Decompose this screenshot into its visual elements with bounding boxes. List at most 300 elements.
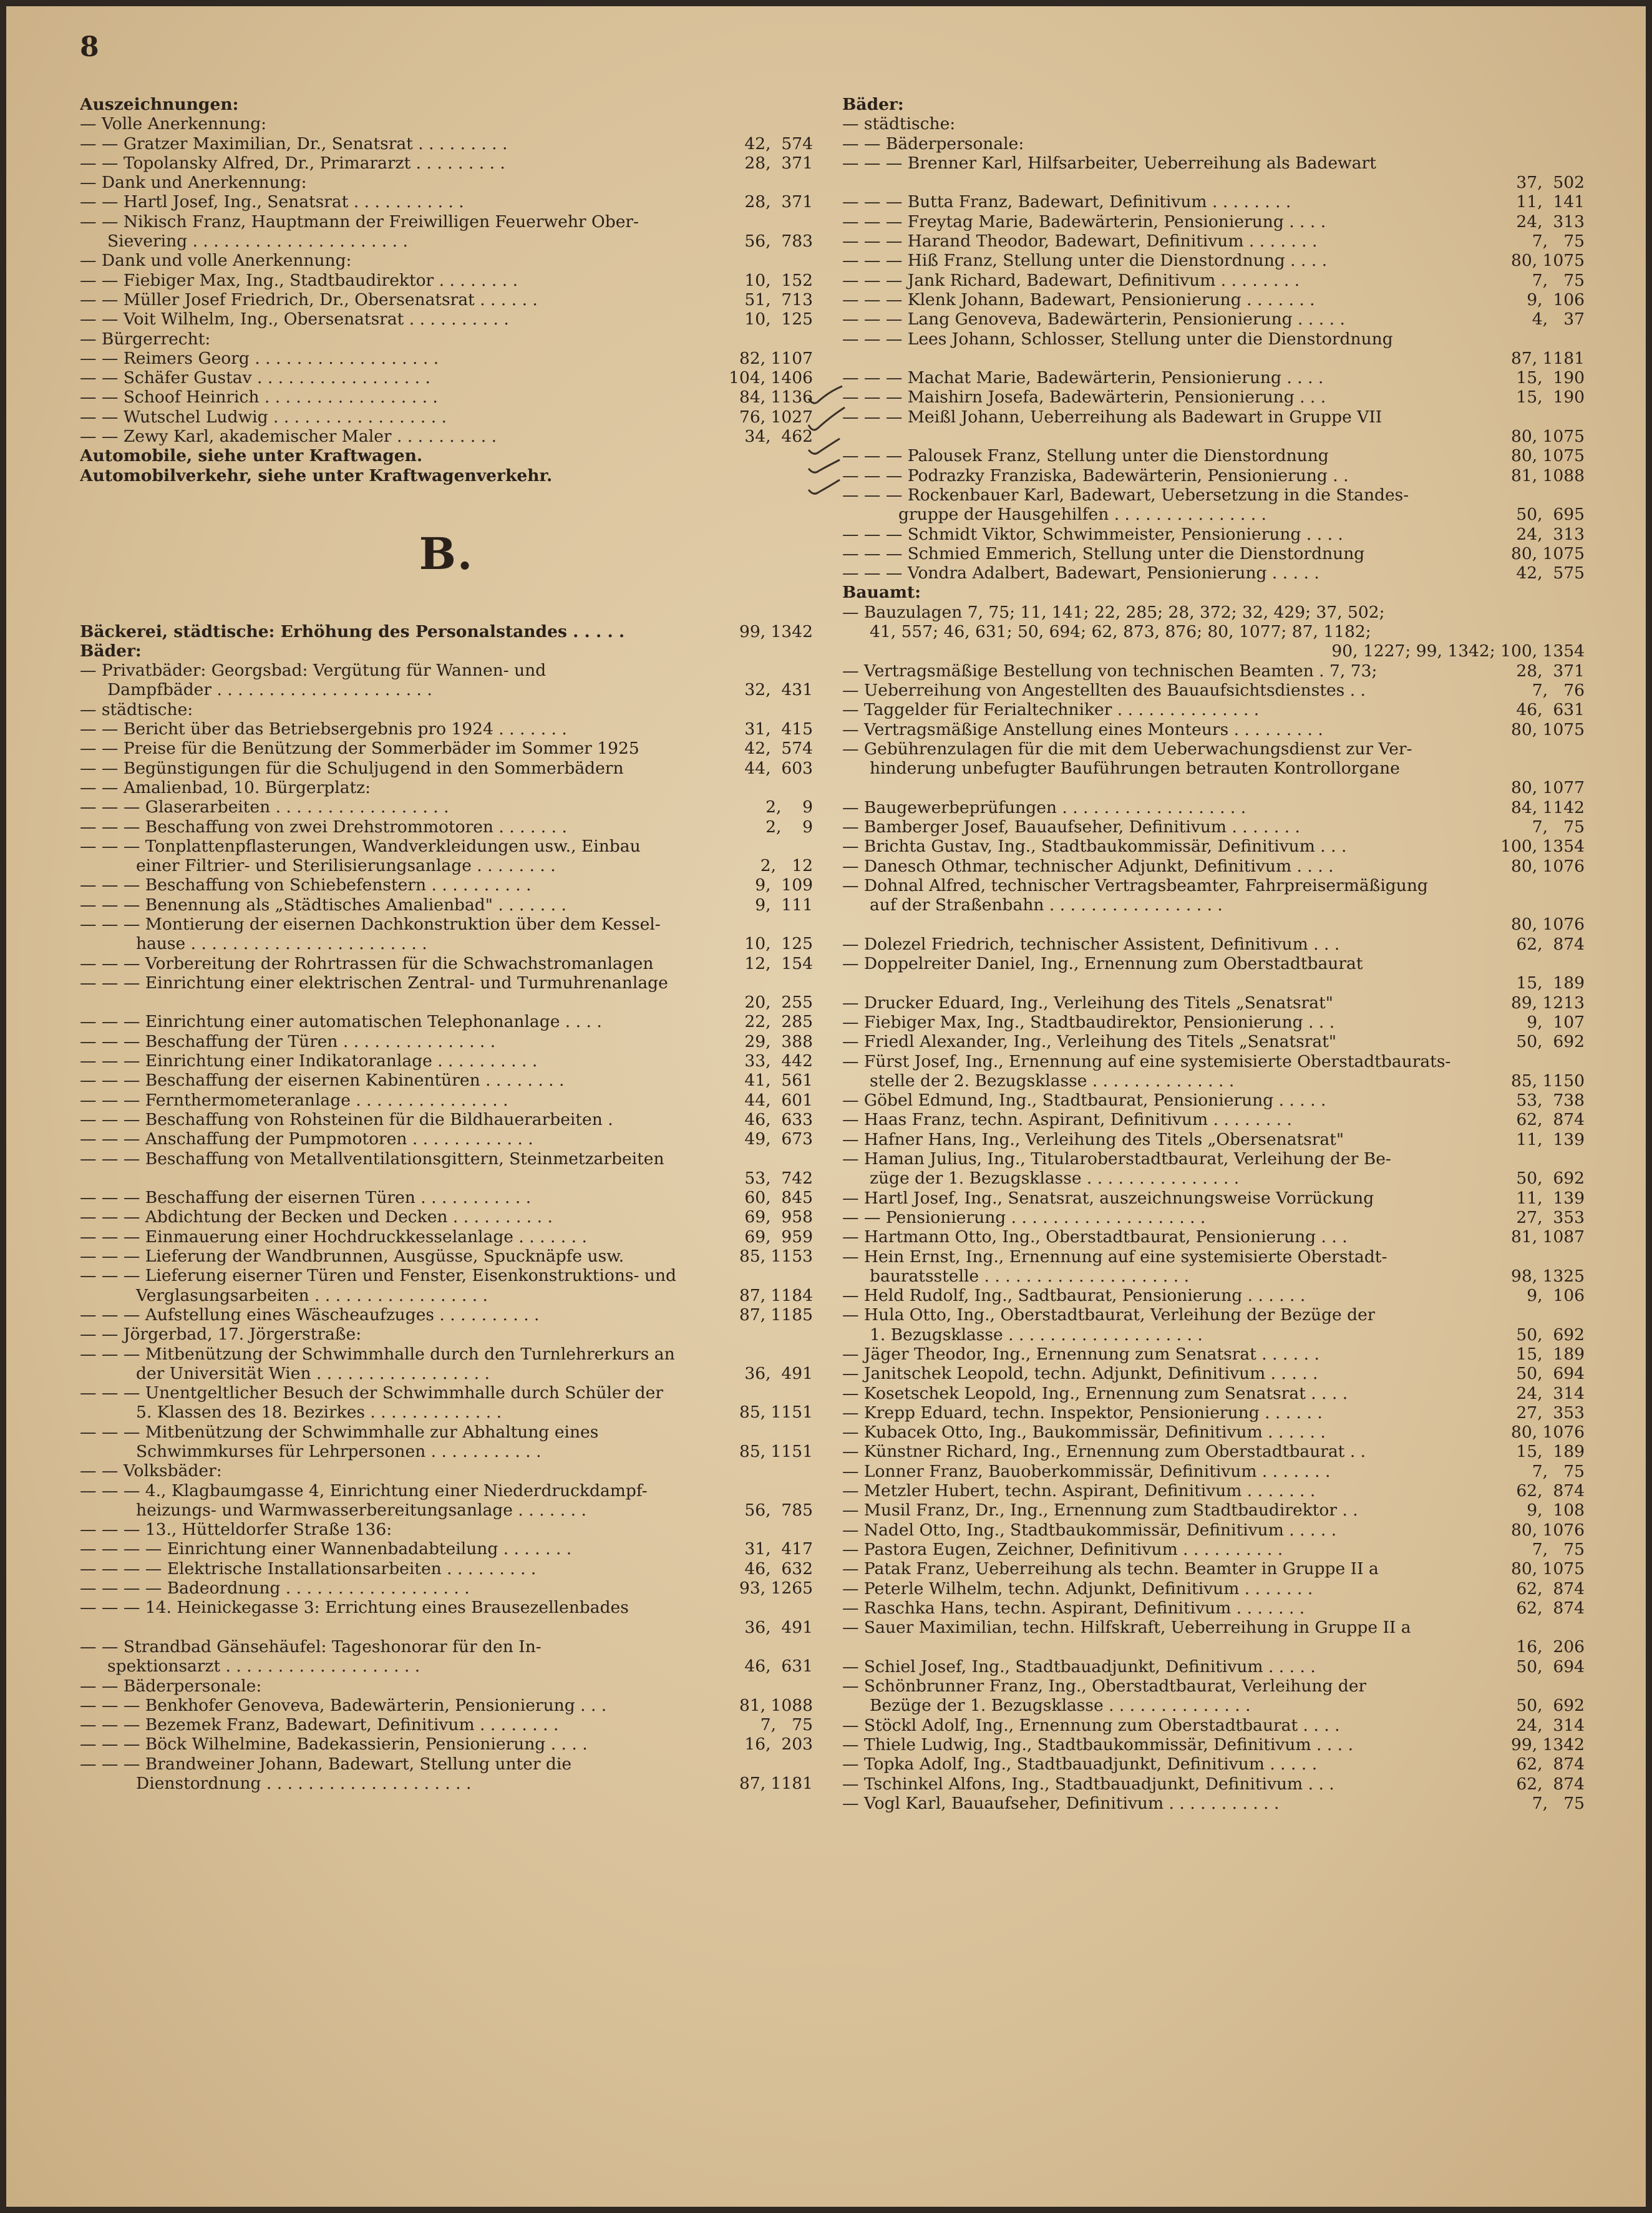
entry-reference: 10, 125 [744,934,813,954]
entry-text: — — Voit Wilhelm, Ing., Obersenatsrat . . . . . . . . . . [80,309,509,329]
entry-text: — Hula Otto, Ing., Oberstadtbaurat, Verleihung der Bezüge der [842,1305,1376,1325]
entry-reference: 7, 75 [1532,1539,1585,1559]
index-entry [80,251,813,270]
entry-text: — — — Mitbenützung der Schwimmhalle zur Abhaltung eines [80,1422,599,1442]
entry-text: — Brichta Gustav, Ing., Stadtbaukommissär, Definitivum . . . [842,837,1347,857]
entry-text: — — — Lang Genoveva, Badewärterin, Pensionierung . . . . . [842,309,1345,329]
entry-reference: 80, 1075 [1510,427,1585,447]
entry-reference: 7, 75 [1532,1461,1585,1481]
index-entry [842,1091,1585,1110]
entry-text: — Drucker Eduard, Ing., Verleihung des Titels „Senatsrat" [842,993,1333,1013]
entry-text: — Schiel Josef, Ing., Stadtbauadjunkt, Definitivum . . . . . [842,1656,1316,1676]
index-entry [80,1051,813,1071]
entry-reference: 15, 189 [1516,1442,1585,1462]
entry-text: — — — Einmauerung einer Hochdruckkesselanlage . . . . . . . [80,1227,587,1247]
index-entry [842,466,1585,485]
entry-reference: 28, 371 [744,192,813,212]
entry-text: Bäder: [842,95,904,114]
index-entry [80,1423,813,1442]
index-entry [80,1559,813,1578]
entry-reference: 9, 111 [755,895,813,915]
entry-reference: 9, 106 [1527,1286,1585,1306]
entry-text: — — — Benkhofer Genoveva, Badewärterin, Pensionierung . . . [80,1695,607,1715]
index-entry [80,1461,813,1481]
entry-reference: 80, 1075 [1510,251,1585,271]
index-entry [842,1169,1585,1188]
index-entry [842,1540,1585,1559]
entry-text: — Baugewerbeprüfungen . . . . . . . . . . . . . . . . . . [842,797,1246,817]
entry-reference: 60, 845 [744,1188,813,1208]
entry-text: — Thiele Ludwig, Ing., Stadtbaukommissär, Definitivum . . . . [842,1734,1353,1754]
entry-text: — — — Meißl Johann, Ueberreihung als Badewart in Gruppe VII [842,407,1382,427]
entry-text: — Held Rudolf, Ing., Sadtbaurat, Pensionierung . . . . . . [842,1286,1306,1306]
index-entry [842,720,1585,739]
entry-text: — Fürst Josef, Ing., Ernennung auf eine systemisierte Oberstadtbaurats- [842,1051,1451,1071]
left-column [80,95,813,1793]
entry-reference: 46, 633 [744,1109,813,1129]
entry-text: Schwimmkurses für Lehrpersonen . . . . . . . . . . . [136,1442,542,1461]
entry-text: Verglasungsarbeiten . . . . . . . . . . . . . . . . . [136,1285,488,1305]
index-entry [80,387,813,407]
index-entry [80,1012,813,1031]
entry-reference: 46, 631 [744,1656,813,1676]
entry-reference: 34, 462 [744,427,813,447]
entry-reference: 62, 874 [1516,1774,1585,1794]
entry-text: — Göbel Edmund, Ing., Stadtbaurat, Pensionierung . . . . . [842,1091,1326,1111]
entry-text: — Gebührenzulagen für die mit dem Ueberwachungsdienst zur Ver- [842,739,1412,759]
entry-text: — — — Einrichtung einer Indikatoranlage . . . . . . . . . . [80,1051,538,1071]
index-entry [80,700,813,719]
entry-reference: 69, 958 [744,1207,813,1227]
index-entry [80,759,813,778]
index-entry [80,1676,813,1696]
index-entry [842,1462,1585,1481]
index-entry [80,739,813,758]
entry-text: — — — Einrichtung einer elektrischen Zentral- und Turmuhrenanlage [80,973,668,993]
index-entry [80,1715,813,1734]
entry-reference: 10, 152 [744,270,813,290]
index-entry [842,1286,1585,1305]
entry-text: — Krepp Eduard, techn. Inspektor, Pensionierung . . . . . . [842,1403,1323,1423]
index-entry [80,446,813,465]
entry-text: — Privatbäder: Georgsbad: Vergütung für Wannen- und [80,661,547,681]
entry-text: — — Bäderpersonale: [80,1676,262,1696]
entry-text: — — Fiebiger Max, Ing., Stadtbaudirektor . . . . . . . . [80,270,518,290]
index-entry [80,1266,813,1285]
entry-reference: 22, 285 [744,1012,813,1032]
entry-reference: 80, 1076 [1510,915,1585,935]
entry-text: — — — Hiß Franz, Stellung unter die Dienstordnung . . . . [842,251,1328,271]
index-entry [80,915,813,934]
index-entry [80,973,813,993]
entry-text: — — — Machat Marie, Badewärterin, Pensionierung . . . . [842,368,1324,388]
entry-text: — Danesch Othmar, technischer Adjunkt, Definitivum . . . . [842,856,1334,876]
entry-reference: 62, 874 [1516,1754,1585,1774]
entry-text: — Patak Franz, Ueberreihung als techn. Beamter in Gruppe II a [842,1559,1379,1579]
entry-text: 1. Bezugsklasse . . . . . . . . . . . . . . . . . . . [870,1325,1203,1345]
entry-reference: 56, 783 [744,231,813,251]
entry-text: — städtische: [80,699,193,719]
entry-reference: 24, 314 [1516,1715,1585,1735]
index-entry [842,525,1585,544]
entry-reference: 36, 491 [744,1617,813,1637]
entry-text: — Fiebiger Max, Ing., Stadtbaudirektor, Pensionierung . . . [842,1012,1335,1032]
index-entry [842,641,1585,661]
index-entry [842,1189,1585,1208]
entry-text: Dienstordnung . . . . . . . . . . . . . . . . . . . . [136,1774,472,1794]
index-entry [80,680,813,699]
entry-reference: 15, 190 [1516,368,1585,388]
entry-text: — Hafner Hans, Ing., Verleihung des Titels „Obersenatsrat" [842,1129,1344,1149]
entry-reference: 85, 1150 [1510,1071,1585,1091]
entry-reference: 15, 190 [1516,387,1585,407]
index-entry [80,407,813,427]
index-entry [80,1520,813,1539]
entry-reference: 93, 1265 [739,1578,813,1598]
entry-text: — Hartl Josef, Ing., Senatsrat, auszeichnungsweise Vorrückung [842,1188,1374,1208]
entry-reference: 16, 203 [744,1734,813,1754]
index-entry [842,1247,1585,1267]
entry-text: — — — Beschaffung von zwei Drehstrommotoren . . . . . . . [80,817,567,837]
index-entry [80,1598,813,1617]
index-entry [80,1169,813,1188]
entry-reference: 27, 353 [1516,1207,1585,1227]
index-entry [842,485,1585,505]
entry-reference: 82, 1107 [739,348,813,368]
index-entry [80,817,813,837]
entry-reference: 56, 785 [744,1500,813,1520]
index-entry [842,759,1585,778]
entry-reference: 50, 692 [1516,1325,1585,1345]
index-entry [80,1110,813,1129]
index-entry [842,681,1585,700]
index-entry [842,778,1585,797]
entry-text: — — — Beschaffung der Türen . . . . . . . . . . . . . . . [80,1031,496,1051]
entry-reference: 44, 603 [744,758,813,778]
entry-reference: 27, 353 [1516,1403,1585,1423]
index-entry [842,915,1585,934]
index-entry [80,895,813,915]
entry-reference: 10, 125 [744,309,813,329]
index-entry [842,1423,1585,1442]
index-entry [842,954,1585,973]
entry-text: — — Strandbad Gänsehäufel: Tageshonorar für den In- [80,1637,542,1656]
entry-reference: 80, 1076 [1510,856,1585,876]
entry-text: — — — Freytag Marie, Badewärterin, Pensionierung . . . . [842,212,1326,231]
index-entry [80,212,813,231]
entry-text: auf der Straßenbahn . . . . . . . . . . . . . . . . . [870,895,1223,915]
entry-text: Sievering . . . . . . . . . . . . . . . . . . . . . [107,231,408,251]
entry-reference: 20, 255 [744,993,813,1013]
entry-text: — Raschka Hans, techn. Aspirant, Definitivum . . . . . . . [842,1598,1305,1618]
index-entry [80,1539,813,1559]
index-entry [842,817,1585,837]
entry-text: — Musil Franz, Dr., Ing., Ernennung zum Stadtbaudirektor . . [842,1500,1358,1520]
entry-reference: 62, 874 [1516,1481,1585,1501]
index-entry [80,1754,813,1774]
entry-text: — — — — Elektrische Installationsarbeiten . . . . . . . . . [80,1559,537,1578]
page-number: 8 [80,31,99,63]
entry-reference: 2, 12 [760,856,813,876]
entry-text: hinderung unbefugter Bauführungen betrauten Kontrollorgane [870,759,1400,779]
entry-text: — Pastora Eugen, Zeichner, Definitivum . . . . . . . . . . [842,1539,1283,1559]
index-entry [80,1383,813,1403]
entry-text: — — — Schmidt Viktor, Schwimmeister, Pensionierung . . . . [842,524,1343,544]
entry-reference: 9, 107 [1527,1012,1585,1032]
entry-text: — Lonner Franz, Bauoberkommissär, Definitivum . . . . . . . [842,1461,1331,1481]
index-entry [80,95,813,114]
entry-text: — — — Bezemek Franz, Badewart, Definitivum . . . . . . . . [80,1715,559,1735]
entry-text: — — Zewy Karl, akademischer Maler . . . . . . . . . . [80,427,497,447]
entry-reference: 84, 1136 [739,387,813,407]
entry-reference: 31, 417 [744,1539,813,1559]
index-entry [80,231,813,251]
index-entry [80,1286,813,1305]
index-entry [80,466,813,485]
entry-reference: 9, 106 [1527,289,1585,309]
entry-text: — — — Montierung der eisernen Dachkonstruktion über dem Kessel- [80,914,661,934]
index-entry [842,387,1585,407]
entry-text: — — — Einrichtung einer automatischen Telephonanlage . . . . [80,1012,602,1032]
entry-reference: 24, 313 [1516,212,1585,231]
entry-text: — Taggelder für Ferialtechniker . . . . . . . . . . . . . . [842,700,1260,720]
index-entry [842,935,1585,954]
index-entry [842,857,1585,876]
index-entry [80,349,813,368]
entry-text: — — Müller Josef Friedrich, Dr., Obersenatsrat . . . . . . [80,289,538,309]
entry-reference: 42, 575 [1516,563,1585,583]
entry-reference: 62, 874 [1516,1598,1585,1618]
entry-reference: 51, 713 [744,289,813,309]
entry-text: — — — Maishirn Josefa, Badewärterin, Pensionierung . . . [842,387,1326,407]
entry-text: — — Hartl Josef, Ing., Senatsrat . . . . . . . . . . . [80,192,464,212]
entry-reference: 29, 388 [744,1031,813,1051]
index-entry [842,505,1585,524]
index-entry [80,1188,813,1207]
entry-reference: 46, 632 [744,1559,813,1578]
entry-text: — Metzler Hubert, techn. Aspirant, Definitivum . . . . . . . [842,1481,1316,1501]
entry-reference: 80, 1076 [1510,1520,1585,1540]
index-entry [842,114,1585,134]
index-entry [842,231,1585,251]
entry-text: — Künstner Richard, Ing., Ernennung zum Oberstadtbaurat . . [842,1442,1366,1462]
entry-reference: 99, 1342 [739,621,813,641]
index-entry [842,1110,1585,1129]
index-entry [842,700,1585,719]
entry-reference: 7, 75 [1532,1793,1585,1813]
index-entry [842,1774,1585,1794]
entry-text: — — Schäfer Gustav . . . . . . . . . . . . . . . . . [80,368,430,388]
index-entry [80,1734,813,1754]
entry-text: — Hein Ernst, Ing., Ernennung auf eine systemisierte Oberstadt- [842,1247,1387,1267]
entry-text: — — — Palousek Franz, Stellung unter die Dienstordnung [842,446,1329,466]
index-entry [80,1032,813,1051]
entry-text: Bäckerei, städtische: Erhöhung des Personalstandes . . . . . [80,621,625,641]
entry-reference: 85, 1151 [739,1403,813,1423]
index-entry [842,1500,1585,1520]
entry-text: — — — Klenk Johann, Badewart, Pensionierung . . . . . . . [842,289,1315,309]
entry-text: — — Topolansky Alfred, Dr., Primararzt . . . . . . . . . [80,153,505,173]
entry-text: — — — Lees Johann, Schlosser, Stellung unter die Dienstordnung [842,329,1393,349]
index-entry [80,1481,813,1500]
entry-text: züge der 1. Bezugsklasse . . . . . . . . . . . . . . . [870,1169,1240,1189]
index-entry [842,837,1585,856]
index-entry [80,192,813,212]
entry-text: — Janitschek Leopold, techn. Adjunkt, Definitivum . . . . . [842,1364,1318,1384]
entry-text: bauratsstelle . . . . . . . . . . . . . . . . . . . . [870,1266,1190,1286]
index-entry [842,798,1585,817]
index-entry [80,427,813,446]
entry-text: — — — Glaserarbeiten . . . . . . . . . . . . . . . . . [80,797,449,817]
entry-text: Automobilverkehr, siehe unter Kraftwagenverkehr. [80,465,553,485]
entry-text: — — Volksbäder: [80,1461,222,1481]
index-entry [80,173,813,192]
entry-reference: 7, 76 [1532,680,1585,700]
entry-text: — — Nikisch Franz, Hauptmann der Freiwilligen Feuerwehr Ober- [80,212,639,231]
entry-text: — — — 14. Heinickegasse 3: Errichtung eines Brausezellenbades [80,1598,629,1618]
entry-reference: 33, 442 [744,1051,813,1071]
index-entry [842,1481,1585,1500]
index-entry [842,1618,1585,1637]
index-entry [80,1129,813,1149]
entry-reference: 87, 1181 [1510,348,1585,368]
index-entry [842,1735,1585,1754]
entry-text: — Stöckl Adolf, Ing., Ernennung zum Oberstadtbaurat . . . . [842,1715,1340,1735]
entry-text: — Dohnal Alfred, technischer Vertragsbeamter, Fahrpreisermäßigung [842,875,1428,895]
entry-reference: 11, 141 [1516,192,1585,212]
entry-text: — — — Jank Richard, Badewart, Definitivum . . . . . . . . [842,270,1300,290]
entry-reference: 62, 874 [1516,1110,1585,1130]
entry-text: stelle der 2. Bezugsklasse . . . . . . . . . . . . . . [870,1071,1235,1091]
index-entry [842,661,1585,681]
entry-reference: 41, 561 [744,1071,813,1091]
index-entry [842,1403,1585,1423]
entry-reference: 15, 189 [1516,1345,1585,1364]
index-entry [80,1637,813,1656]
entry-text: Bezüge der 1. Bezugsklasse . . . . . . . . . . . . . . [870,1696,1251,1716]
entry-reference: 100, 1354 [1500,837,1585,857]
entry-text: — — — Aufstellung eines Wäscheaufzuges . . . . . . . . . . [80,1305,540,1325]
index-entry [842,1267,1585,1286]
entry-text: — — — Abdichtung der Becken und Decken . . . . . . . . . . [80,1207,553,1227]
entry-reference: 87, 1184 [739,1285,813,1305]
index-entry [842,895,1585,915]
index-entry [80,875,813,895]
entry-text: — Volle Anerkennung: [80,114,267,134]
entry-reference: 81, 1088 [1510,465,1585,485]
entry-reference: 9, 108 [1527,1500,1585,1520]
entry-text: — — — Anschaffung der Pumpmotoren . . . . . . . . . . . . [80,1129,533,1149]
entry-reference: 80, 1075 [1510,543,1585,563]
entry-reference: 80, 1077 [1510,778,1585,798]
index-entry [80,1774,813,1793]
index-entry [80,1345,813,1364]
entry-text: gruppe der Hausgehilfen . . . . . . . . . . . . . . . [898,505,1266,525]
index-entry [842,1794,1585,1813]
index-entry [842,192,1585,212]
entry-reference: 80, 1076 [1510,1423,1585,1442]
entry-reference: 28, 371 [1516,661,1585,681]
entry-reference: 98, 1325 [1510,1266,1585,1286]
entry-text: — — — Fernthermometeranlage . . . . . . . . . . . . . . . [80,1090,508,1110]
entry-text: — — Schoof Heinrich . . . . . . . . . . . . . . . . . [80,387,438,407]
index-entry [842,876,1585,895]
entry-reference: 32, 431 [744,680,813,700]
index-entry [80,368,813,387]
index-entry [842,563,1585,583]
entry-reference: 62, 874 [1516,1578,1585,1598]
index-entry [842,1716,1585,1735]
entry-text: — — — Mitbenützung der Schwimmhalle durch den Turnlehrerkurs an [80,1344,675,1364]
entry-text: — — — Brandweiner Johann, Badewart, Stellung unter die [80,1754,572,1774]
entry-text: — — — 4., Klagbaumgasse 4, Einrichtung einer Niederdruckdampf- [80,1481,648,1500]
entry-reference: 37, 502 [1516,173,1585,193]
entry-reference: 4, 37 [1532,309,1585,329]
entry-reference: 2, 9 [765,817,813,837]
index-entry [842,95,1585,114]
index-entry [80,1500,813,1520]
entry-text: 41, 557; 46, 631; 50, 694; 62, 873, 876; 80, 1077; 87, 1182; [870,622,1371,642]
index-entry [842,212,1585,231]
entry-reference: 85, 1151 [739,1442,813,1461]
right-column [842,95,1585,1813]
entry-text: — Sauer Maximilian, techn. Hilfskraft, Ueberreihung in Gruppe II a [842,1618,1411,1638]
index-entry [842,446,1585,465]
index-entry [80,329,813,349]
index-entry [80,134,813,153]
index-entry [80,1442,813,1461]
entry-text: — — — Schmied Emmerich, Stellung unter die Dienstordnung [842,543,1365,563]
entry-text: — — — Podrazky Franziska, Badewärterin, Pensionierung . . [842,465,1349,485]
entry-text: Dampfbäder . . . . . . . . . . . . . . . . . . . . . [107,680,432,700]
index-entry [80,1305,813,1325]
entry-reference: 7, 75 [1532,231,1585,251]
entry-text: — Peterle Wilhelm, techn. Adjunkt, Definitivum . . . . . . . [842,1578,1313,1598]
index-entry [842,1637,1585,1656]
index-entry [80,1207,813,1227]
entry-text: — — — Vorbereitung der Rohrtrassen für die Schwachstromanlagen [80,953,654,973]
entry-text: — — Bäderpersonale: [842,134,1024,153]
entry-reference: 7, 75 [1532,270,1585,290]
index-entry [80,1071,813,1090]
index-entry [80,290,813,309]
entry-text: — — Reimers Georg . . . . . . . . . . . . . . . . . . [80,348,439,368]
entry-text: — — — Butta Franz, Badewart, Definitivum . . . . . . . . [842,192,1291,212]
index-entry [80,993,813,1012]
index-entry [842,973,1585,993]
entry-text: — städtische: [842,114,956,134]
index-entry [842,739,1585,759]
entry-text: — Kosetschek Leopold, Ing., Ernennung zum Senatsrat . . . . [842,1383,1348,1403]
index-entry [80,1247,813,1266]
index-entry [80,954,813,973]
index-entry [842,134,1585,153]
entry-text: einer Filtrier- und Sterilisierungsanlage . . . . . . . . [136,856,556,876]
entry-reference: 24, 314 [1516,1383,1585,1403]
entry-reference: 81, 1087 [1510,1227,1585,1247]
entry-reference: 99, 1342 [1510,1734,1585,1754]
entry-text: — Vertragsmäßige Bestellung von technischen Beamten . 7, 73; [842,661,1377,681]
index-entry [80,778,813,797]
entry-text: — Bürgerrecht: [80,329,211,349]
entry-reference: 90, 1227; 99, 1342; 100, 1354 [1331,641,1585,661]
entry-text: — Schönbrunner Franz, Ing., Oberstadtbaurat, Verleihung der [842,1676,1367,1696]
entry-text: — — Gratzer Maximilian, Dr., Senatsrat . . . . . . . . . [80,134,508,153]
entry-text: — — — Brenner Karl, Hilfsarbeiter, Ueberreihung als Badewart [842,153,1376,173]
index-entry [842,271,1585,290]
index-entry [842,1384,1585,1403]
index-entry [80,1227,813,1247]
